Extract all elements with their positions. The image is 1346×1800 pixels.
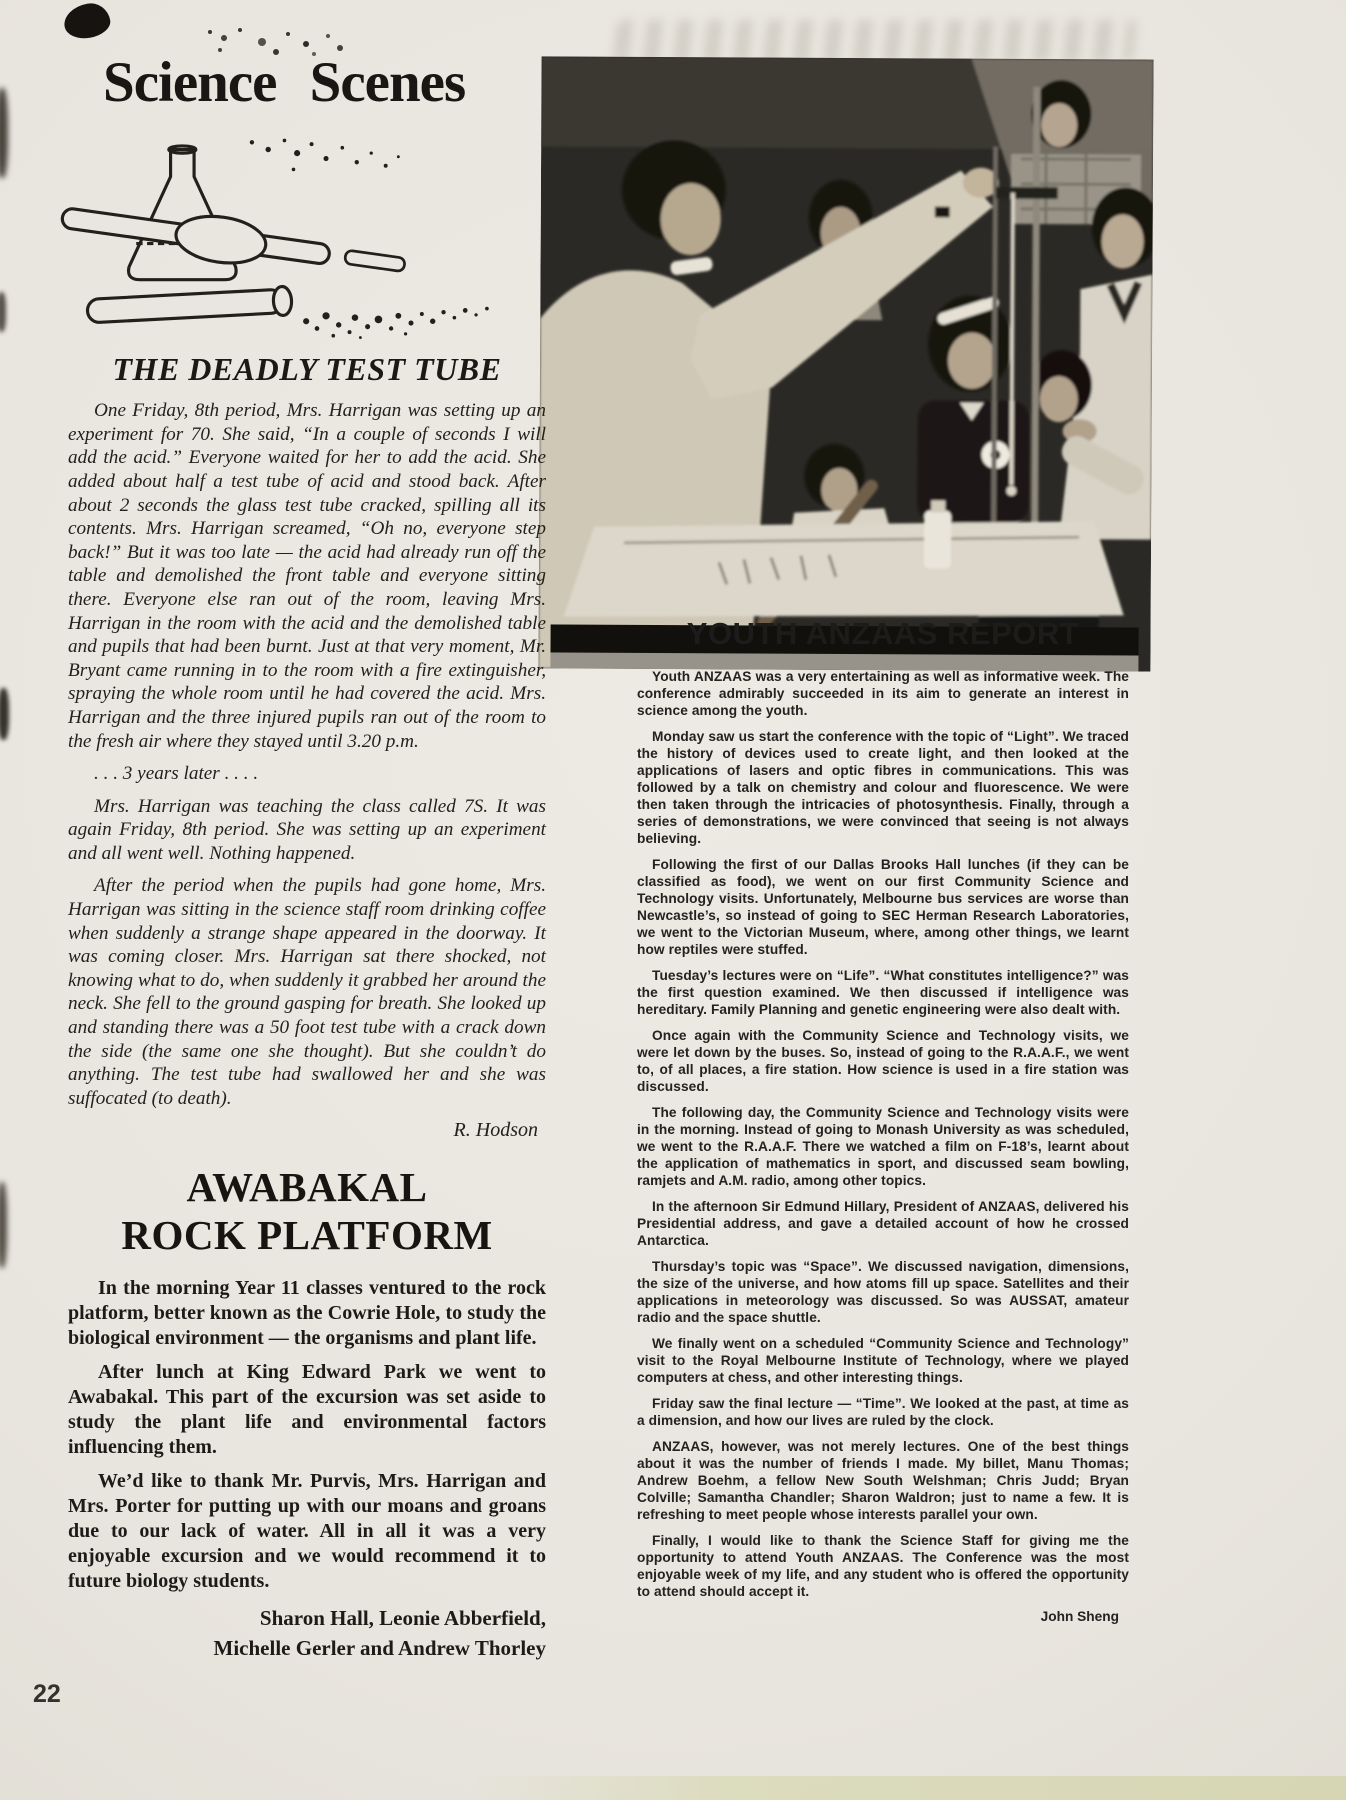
lab-glassware-illustration xyxy=(35,133,505,345)
science-class-photo xyxy=(538,56,1153,671)
page-title: Science Scenes xyxy=(103,51,466,114)
left-column xyxy=(68,352,546,1663)
page-edge-smudge xyxy=(0,1182,7,1268)
paragraph: Following the first of our Dallas Brooks Hall lunches (if they can be classified as food), we went on our first Community Science and Technology visits. Unfortunately, Melbourne bus services are worse than Newcastle’s, so instead of going to SEC Herman Research Laboratories, we went to the Victorian Museum, where, among other things, we learnt how reptiles were stuffed. xyxy=(637,857,1129,957)
paragraph: Tuesday’s lectures were on “Life”. “What constitutes intelligence?” was the first question examined. We then discussed if intelligence was hereditary. Family Planning and genetic engineering were also dealt with. xyxy=(637,968,1129,1017)
author-byline: John Sheng xyxy=(1040,1609,1119,1624)
ink-blot-artifact xyxy=(61,0,112,41)
article-title-youth-anzaas: YOUTH ANZAAS REPORT xyxy=(686,616,1080,651)
paragraph: After lunch at King Edward Park we went to Awabakal. This part of the excursion was set aside to study the plant life and environmental factors influencing them. xyxy=(68,1360,546,1458)
paragraph: The following day, the Community Science and Technology visits were in the morning. Instead of going to Monash University as was scheduled, we went to the R.A.A.F. There we watched a film on F-18’s, learnt about the application of mathematics in sport, and discussed seam bowling, ramjets and A.M. radio, among other topics. xyxy=(637,1105,1129,1188)
paragraph: . . . 3 years later . . . . xyxy=(94,763,259,785)
paragraph: In the morning Year 11 classes ventured to the rock platform, better known as the Cowrie Hole, to study the biological environment — the organisms and plant life. xyxy=(68,1276,546,1349)
paper-tint-strip xyxy=(470,1776,1346,1800)
paragraph: After the period when the pupils had gone home, Mrs. Harrigan was sitting in the science staff room drinking coffee when suddenly a strange shape appeared in the doorway. It was coming closer. Mrs. Harrigan sat there shocked, not knowing what to do, when suddenly it grabbed her around the neck. She fell to the ground gasping for breath. She looked up and standing there was a 50 foot test tube with a crack down the side (the same one she thought). But she couldn’t do anything. The test tube had swallowed her and she was suffocated (to death). xyxy=(68,875,546,1109)
paragraph: Once again with the Community Science and Technology visits, we were let down by the buses. So, instead of going to the R.A.A.F., we went to, of all places, a fire station. How science is used in a fire station was discussed. xyxy=(637,1028,1129,1094)
print-bleed-through xyxy=(613,20,1137,62)
paragraph: Monday saw us start the conference with the topic of “Light”. We traced the history of devices used to create light, and then looked at the applications of lasers and optic fibres in communications. This was followed by a talk on chemistry and colour and fluorescence. We were then taken through the intricacies of photosynthesis. Finally, through a series of demonstrations, we were convinced that seeing is not always believing. xyxy=(637,729,1129,846)
page-edge-smudge xyxy=(0,292,6,332)
paragraph: We’d like to thank Mr. Purvis, Mrs. Harrigan and Mrs. Porter for putting up with our moans and groans due to our lack of water. All in all it was a very enjoyable excursion and we would recommend it to future biology students. xyxy=(68,1469,546,1592)
author-byline: R. Hodson xyxy=(453,1119,538,1142)
page-edge-smudge xyxy=(0,688,9,740)
authors-byline: Sharon Hall, Leonie Abberfield, Michelle Gerler and Andrew Thorley xyxy=(213,1605,546,1660)
paragraph: ANZAAS, however, was not merely lectures. One of the best things about it was the number of friends I made. My billet, Manu Thomas; Andrew Boehm, a fellow New South Welshman; Chris Judd; Bryan Colville; Samantha Chandler; Sharon Waldron; just to name a few. It is refreshing to meet people whose interests parallel your own. xyxy=(637,1439,1129,1522)
page-number: 22 xyxy=(33,1680,61,1708)
title-line-1: AWABAKAL xyxy=(186,1164,428,1211)
paragraph: In the afternoon Sir Edmund Hillary, President of ANZAAS, delivered his Presidential address, and gave a detailed account of how he crossed Antarctica. xyxy=(637,1199,1129,1248)
paragraph: We finally went on a scheduled “Community Science and Technology” visit to the Royal Melbourne Institute of Technology, where we played computers at chess, and other interesting things. xyxy=(637,1336,1129,1385)
article-title-awabakal xyxy=(68,1164,546,1259)
paragraph: Youth ANZAAS was a very entertaining as well as informative week. The conference admirably succeeded in its aim to generate an interest in science among the youth. xyxy=(637,669,1129,718)
right-column xyxy=(637,616,1129,1638)
paragraph: Thursday’s topic was “Space”. We discussed navigation, dimensions, the size of the universe, and how atoms fill up space. Satellites and their applications in meteorology was discussed. So was AUSSAT, amateur radio and the space shuttle. xyxy=(637,1259,1129,1325)
ink-speckles xyxy=(208,30,212,34)
title-line-2: ROCK PLATFORM xyxy=(121,1211,493,1258)
paragraph: Mrs. Harrigan was teaching the class called 7S. It was again Friday, 8th period. She was setting up an experiment and all went well. Nothing happened. xyxy=(68,795,546,864)
page-edge-smudge xyxy=(0,88,8,178)
paragraph: One Friday, 8th period, Mrs. Harrigan was setting up an experiment for 70. She said, “In a couple of seconds I will add the acid.” Everyone waited for her to add the acid. She added about half a test tube of acid and stood back. After about 2 seconds the glass test tube cracked, spilling all its contents. Mrs. Harrigan screamed, “Oh no, everyone step back!” But it was too late — the acid had already run off the table and demolished the front table and everyone sitting there. Everyone else ran out of the room, leaving Mrs. Harrigan in the room with the acid and the demolished table and pupils that had been burnt. Just at that very moment, Mr. Bryant came running in to the room with a fire extinguisher, spraying the whole room until he had covered the acid. Mrs. Harrigan and the three injured pupils ran out of the room to the fresh air where they stayed until 3.20 p.m. xyxy=(68,400,546,752)
article-title-deadly-test-tube: THE DEADLY TEST TUBE xyxy=(112,351,502,387)
paragraph: Friday saw the final lecture — “Time”. We looked at the past, at time as a dimension, and how our lives are ruled by the clock. xyxy=(637,1396,1129,1428)
paragraph: Finally, I would like to thank the Science Staff for giving me the opportunity to attend Youth ANZAAS. The Conference was the most enjoyable week of my life, and any student who is offered the opportunity to attend should accept it. xyxy=(637,1533,1129,1599)
